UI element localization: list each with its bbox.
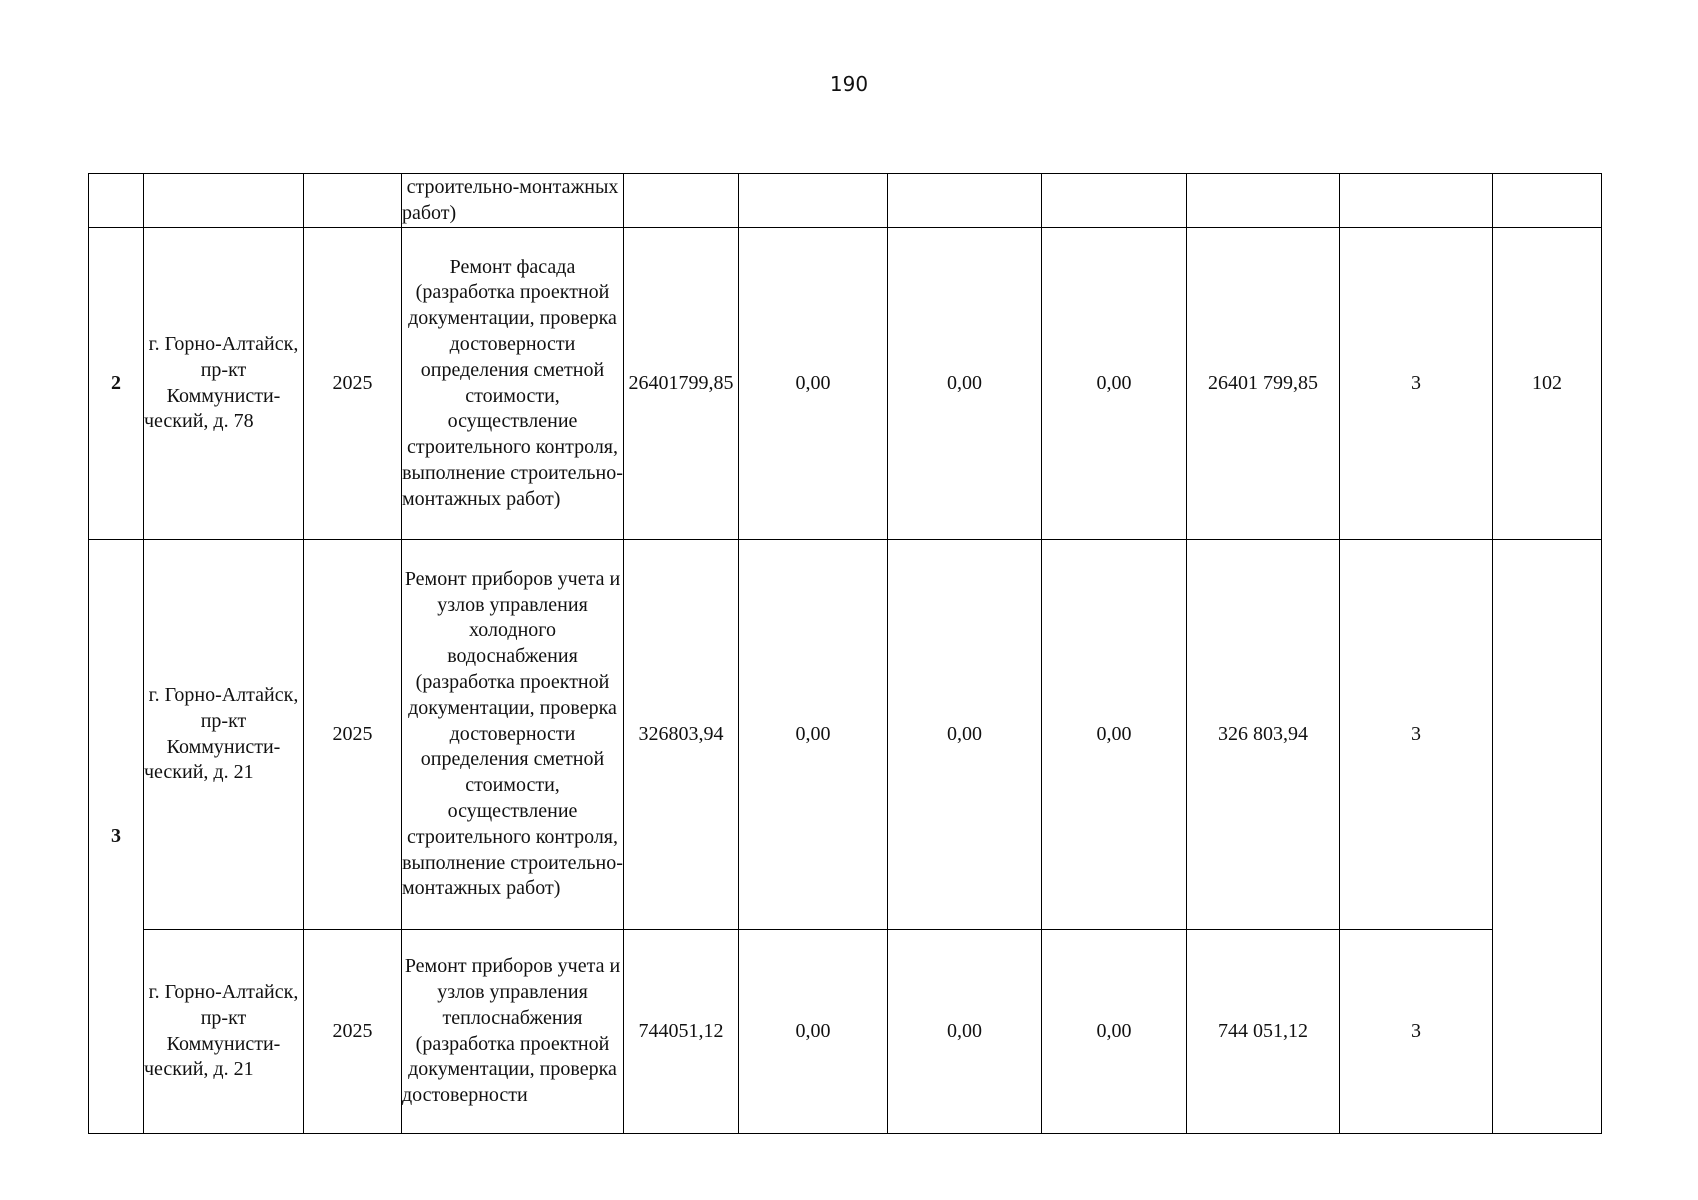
cell-col-5: 3: [1340, 228, 1493, 540]
cell-total: 326 803,94: [1187, 540, 1340, 930]
cell-year: [304, 174, 402, 228]
cell-col-1: [739, 174, 888, 228]
cell-col-1: 0,00: [739, 930, 888, 1134]
table-row-2: [89, 228, 1602, 540]
cell-total: 744 051,12: [1187, 930, 1340, 1134]
cell-year: 2025: [304, 228, 402, 540]
cell-col-5: 3: [1340, 540, 1493, 930]
cell-work: Ремонт приборов учета и узлов управления холодного водоснабжения (разработка проектной документации, проверка достоверности определения сметной стоимости, осуществление строительного контроля, выполнение строительно-монтажных работ): [402, 540, 624, 930]
table-row-3b: [89, 930, 1602, 1134]
works-table: [88, 173, 1602, 1134]
cell-total: [1187, 174, 1340, 228]
cell-work: строительно-монтажных работ): [402, 174, 624, 228]
cell-col-6: 102: [1493, 228, 1602, 540]
cell-address: [144, 174, 304, 228]
cell-num: [89, 174, 144, 228]
cell-col-6: [1493, 540, 1602, 1134]
cell-col-3: 0,00: [1042, 540, 1187, 930]
cell-year: 2025: [304, 540, 402, 930]
cell-col-2: [888, 174, 1042, 228]
cell-col-5: [1340, 174, 1493, 228]
cell-cost: [624, 174, 739, 228]
table-row-continuation: [89, 174, 1602, 228]
cell-col-3: 0,00: [1042, 930, 1187, 1134]
cell-col-6: [1493, 174, 1602, 228]
cell-col-2: 0,00: [888, 228, 1042, 540]
cell-year: 2025: [304, 930, 402, 1134]
cell-col-3: [1042, 174, 1187, 228]
cell-col-5: 3: [1340, 930, 1493, 1134]
page-number: 190: [829, 72, 869, 96]
cell-col-1: 0,00: [739, 228, 888, 540]
cell-col-2: 0,00: [888, 930, 1042, 1134]
cell-cost: 26401799,85: [624, 228, 739, 540]
cell-num: 2: [89, 228, 144, 540]
cell-total: 26401 799,85: [1187, 228, 1340, 540]
cell-work: Ремонт фасада (разработка проектной документации, проверка достоверности определения сметной стоимости, осуществление строительного контроля, выполнение строительно-монтажных работ): [402, 228, 624, 540]
cell-cost: 744051,12: [624, 930, 739, 1134]
cell-col-1: 0,00: [739, 540, 888, 930]
table-row-3a: [89, 540, 1602, 930]
cell-col-2: 0,00: [888, 540, 1042, 930]
cell-address: г. Горно-Алтайск, пр-кт Коммунисти-ческий, д. 78: [144, 228, 304, 540]
cell-col-3: 0,00: [1042, 228, 1187, 540]
cell-num: 3: [89, 540, 144, 1134]
cell-address: г. Горно-Алтайск, пр-кт Коммунисти-ческий, д. 21: [144, 930, 304, 1134]
cell-address: г. Горно-Алтайск, пр-кт Коммунисти-ческий, д. 21: [144, 540, 304, 930]
cell-work: Ремонт приборов учета и узлов управления теплоснабжения (разработка проектной документации, проверка достоверности: [402, 930, 624, 1134]
cell-cost: 326803,94: [624, 540, 739, 930]
